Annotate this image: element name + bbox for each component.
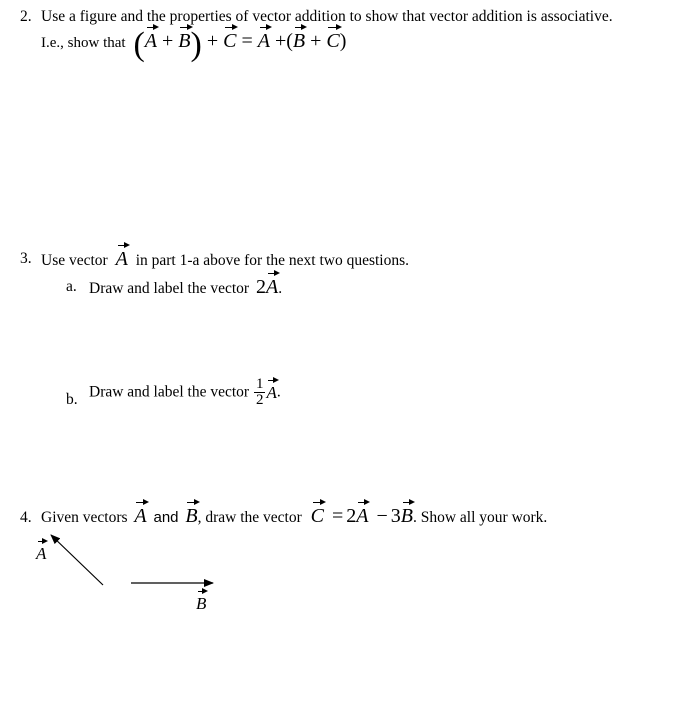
fraction-one-half: $\frac{1}{2}$ xyxy=(255,376,264,408)
vector-A-arrow xyxy=(51,535,103,585)
q2-prefix: I.e., show that xyxy=(41,35,126,51)
vector-A: A xyxy=(257,30,270,52)
label-A: A xyxy=(36,544,47,563)
q2-number: 2. xyxy=(20,8,32,25)
vector-A: A xyxy=(134,505,147,527)
label-B: B xyxy=(196,594,207,613)
vector-A: A xyxy=(144,30,157,52)
q3-text: Use vector A in part 1-a above for the next two questions. xyxy=(41,248,410,270)
q3-number: 3. xyxy=(20,250,32,267)
q2-text: Use a figure and the properties of vector addition to show that vector addition is associative. xyxy=(41,8,613,25)
vector-C: C xyxy=(310,505,324,527)
q3b-label: b. xyxy=(66,391,78,408)
q4-number: 4. xyxy=(20,509,32,526)
vector-B: B xyxy=(400,505,413,527)
vector-C: C xyxy=(223,30,237,52)
vector-C: C xyxy=(326,30,340,52)
vector-A: A xyxy=(265,276,279,298)
q3a-label: a. xyxy=(66,278,77,295)
vector-A: A xyxy=(115,248,128,270)
associativity-equation: (A + B) + C = A +(B + C) xyxy=(133,26,347,63)
q3a-text: Draw and label the vector 2A. xyxy=(89,276,283,298)
q4-text: Given vectors A and B, draw the vector C = 2A − 3B. Show all your work. xyxy=(41,505,548,527)
vector-A: A xyxy=(266,382,277,402)
vector-B: B xyxy=(292,30,306,52)
q3b-text: Draw and label the vector $\frac{1}{2}$ A. xyxy=(89,376,281,408)
vector-B: B xyxy=(178,30,191,52)
vector-A: A xyxy=(356,505,369,527)
vector-B: B xyxy=(185,505,198,527)
